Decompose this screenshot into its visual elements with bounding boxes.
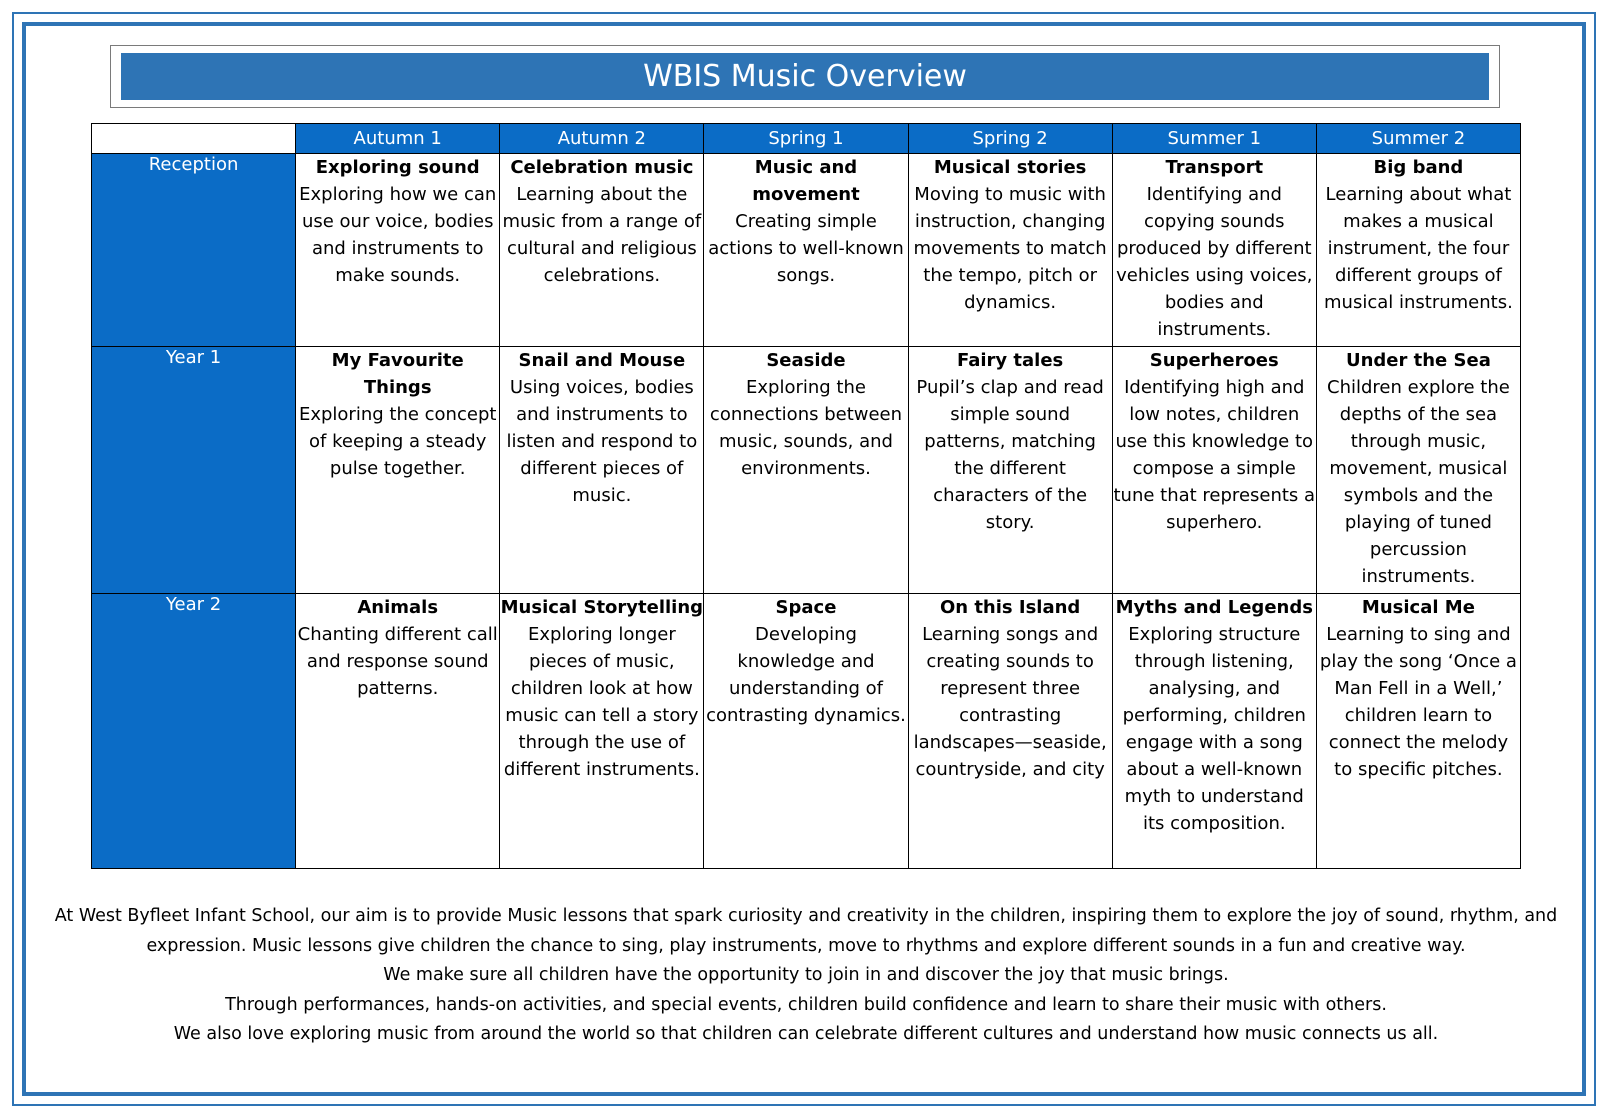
topic-title: Transport <box>1165 157 1264 178</box>
topic-description: Exploring the connections between music, sounds, and environments. <box>709 377 903 479</box>
term-header-autumn-2: Autumn 2 <box>500 124 704 154</box>
topic-title: Celebration music <box>510 157 694 178</box>
topic-title: Animals <box>357 597 439 618</box>
corner-cell <box>92 124 296 154</box>
topic-description: Exploring longer pieces of music, children look at how music can tell a story through the use of different instruments. <box>503 624 700 780</box>
intro-paragraph: At West Byfleet Infant School, our aim is to provide Music lessons that spark curiosity and creativity in the children, inspiring them to explore the joy of sound, rhythm, and expression. Music lessons give children the chance to sing, play instruments, move to rhythms and explore different sounds in a fun and creative way. <box>54 906 1558 956</box>
table-row <box>92 594 1521 869</box>
topic-description: Creating simple actions to well-known songs. <box>708 211 904 286</box>
topic-cell <box>1316 154 1520 347</box>
term-header-spring-2: Spring 2 <box>908 124 1112 154</box>
term-header-autumn-1: Autumn 1 <box>296 124 500 154</box>
title-box <box>110 45 1500 108</box>
topic-description: Pupil’s clap and read simple sound patterns, matching the different characters of the story. <box>916 377 1104 533</box>
topic-description: Learning to sing and play the song ‘Once a Man Fell in a Well,’ children learn to connect the melody to specific pitches. <box>1319 624 1517 780</box>
topic-description: Learning about the music from a range of cultural and religious celebrations. <box>502 184 702 286</box>
topic-cell <box>296 154 500 347</box>
topic-description: Chanting different call and response sound patterns. <box>297 624 498 699</box>
topic-title: Musical Storytelling <box>500 597 704 618</box>
topic-description: Learning about what makes a musical instrument, the four different groups of musical instruments. <box>1324 184 1513 313</box>
intro-paragraph: We also love exploring music from around the world so that children can celebrate different cultures and understand how music connects us all. <box>173 1024 1439 1044</box>
topic-cell <box>704 154 908 347</box>
topic-title: Under the Sea <box>1345 350 1491 371</box>
topic-title: Snail and Mouse <box>518 350 686 371</box>
topic-description: Moving to music with instruction, changing movements to match the tempo, pitch or dynamics. <box>913 184 1107 313</box>
topic-cell <box>1316 594 1520 869</box>
topic-cell <box>1316 347 1520 594</box>
topic-title: Superheroes <box>1149 350 1279 371</box>
year-label-year-2: Year 2 <box>92 594 296 869</box>
topic-cell <box>908 347 1112 594</box>
topic-cell <box>500 154 704 347</box>
topic-title: My Favourite Things <box>331 350 464 398</box>
topic-description: Children explore the depths of the sea through music, movement, musical symbols and the playing of tuned percussion instruments. <box>1327 377 1510 587</box>
topic-cell <box>704 347 908 594</box>
topic-description: Identifying and copying sounds produced by different vehicles using voices, bodies and instruments. <box>1116 184 1313 340</box>
topic-cell <box>908 594 1112 869</box>
intro-paragraph: Through performances, hands-on activities, and special events, children build confidence and learn to share their music with others. <box>225 994 1387 1015</box>
topic-description: Exploring the concept of keeping a steady pulse together. <box>298 404 497 479</box>
topic-cell <box>1112 154 1316 347</box>
topic-description: Exploring structure through listening, analysing, and performing, children engage with a song about a well-known myth to understand its composition. <box>1122 624 1306 834</box>
table-row <box>92 347 1521 594</box>
topic-description: Using voices, bodies and instruments to listen and respond to different pieces of music. <box>506 377 698 506</box>
topic-cell <box>1112 594 1316 869</box>
topic-title: Musical Me <box>1361 597 1475 618</box>
topic-title: Seaside <box>766 350 846 371</box>
topic-title: Space <box>775 597 837 618</box>
topic-description: Developing knowledge and understanding of contrasting dynamics. <box>706 624 906 726</box>
topic-title: On this Island <box>939 597 1081 618</box>
topic-title: Music and movement <box>752 157 860 205</box>
table-row <box>92 154 1521 347</box>
page-title: WBIS Music Overview <box>121 53 1489 100</box>
intro-statement <box>30 902 1582 1050</box>
term-header-spring-1: Spring 1 <box>704 124 908 154</box>
topic-cell <box>500 347 704 594</box>
topic-description: Exploring how we can use our voice, bodies and instruments to make sounds. <box>299 184 497 286</box>
year-label-reception: Reception <box>92 154 296 347</box>
topic-cell <box>296 347 500 594</box>
intro-paragraph: We make sure all children have the opportunity to join in and discover the joy that music brings. <box>383 965 1229 985</box>
topic-title: Fairy tales <box>956 350 1064 371</box>
year-label-year-1: Year 1 <box>92 347 296 594</box>
header-row <box>92 124 1521 154</box>
topic-cell <box>500 594 704 869</box>
term-header-summer-1: Summer 1 <box>1112 124 1316 154</box>
topic-title: Exploring sound <box>315 157 480 178</box>
topic-description: Identifying high and low notes, children use this knowledge to compose a simple tune that represents a superhero. <box>1113 377 1316 533</box>
topic-cell <box>704 594 908 869</box>
topic-title: Myths and Legends <box>1115 597 1313 618</box>
topic-description: Learning songs and creating sounds to represent three contrasting landscapes—seaside, countryside, and city <box>913 624 1107 780</box>
topic-title: Musical stories <box>933 157 1087 178</box>
topic-cell <box>296 594 500 869</box>
topic-title: Big band <box>1373 157 1464 178</box>
term-header-summer-2: Summer 2 <box>1316 124 1520 154</box>
music-overview-table <box>91 123 1521 869</box>
topic-cell <box>1112 347 1316 594</box>
topic-cell <box>908 154 1112 347</box>
